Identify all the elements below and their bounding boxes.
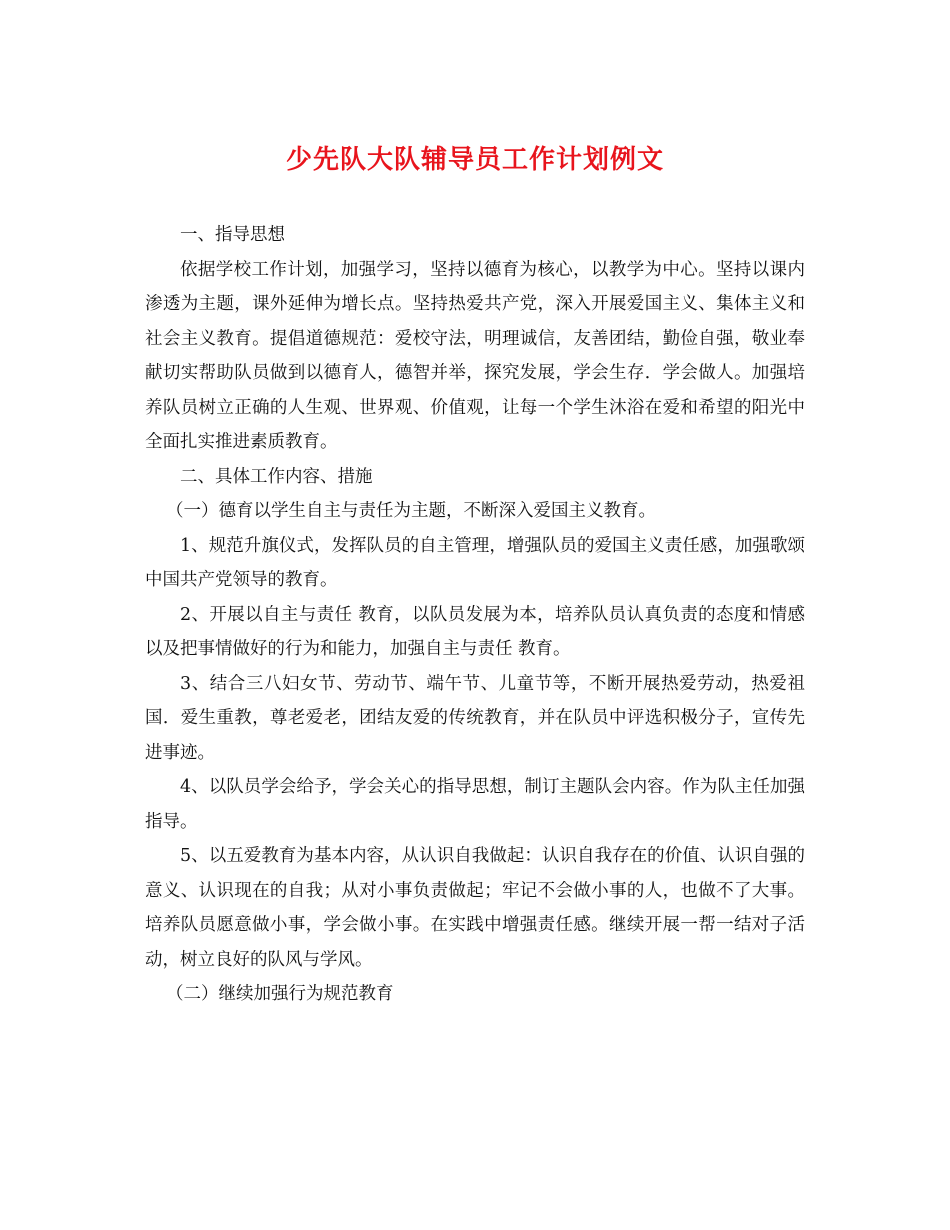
list-item-4: 4、以队员学会给予，学会关心的指导思想，制订主题队会内容。作为队主任加强指导。 bbox=[145, 777, 805, 832]
section-heading-work-content: 二、具体工作内容、措施 bbox=[180, 466, 373, 487]
list-item-5: 5、以五爱教育为基本内容，从认识自我做起：认识自我存在的价值、认识自强的意义、认识现在的自我；从对小事负责做起；牢记不会做小事的人，也做不了大事。培养队员愿意做小事，学会做小事。在实践中增强责任感。继续开展一帮一结对子活动，树立良好的队风与学风。 bbox=[145, 846, 805, 970]
paragraph-guiding-ideology: 依据学校工作计划，加强学习，坚持以德育为核心，以教学为中心。坚持以课内渗透为主题，课外延伸为增长点。坚持热爱共产党，深入开展爱国主义、集体主义和社会主义教育。提倡道德规范：爱校守法，明理诚信，友善团结，勤俭自强，敬业奉献切实帮助队员做到以德育人，德智并举，探究发展，学会生存．学会做人。加强培养队员树立正确的人生观、世界观、价值观，让每一个学生沐浴在爱和希望的阳光中全面扎实推进素质教育。 bbox=[145, 259, 805, 452]
list-item-2: 2、开展以自主与责任 教育，以队员发展为本，培养队员认真负责的态度和情感以及把事情做好的行为和能力，加强自主与责任 教育。 bbox=[145, 604, 805, 659]
section-heading-guiding-ideology: 一、指导思想 bbox=[180, 225, 285, 245]
list-item-1: 1、规范升旗仪式，发挥队员的自主管理，增强队员的爱国主义责任感，加强歌颂中国共产党领导的教育。 bbox=[145, 535, 805, 590]
subsection-heading-moral-education: （一）德育以学生自主与责任为主题，不断深入爱国主义教育。 bbox=[166, 501, 656, 521]
list-item-3: 3、结合三八妇女节、劳动节、端午节、儿童节等，不断开展热爱劳动，热爱祖国．爱生重教，尊老爱老，团结友爱的传统教育，并在队员中评选积极分子，宣传先进事迹。 bbox=[145, 673, 805, 763]
document-title: 少先队大队辅导员工作计划例文 bbox=[285, 145, 664, 175]
subsection-heading-behavior-norms: （二）继续加强行为规范教育 bbox=[166, 984, 394, 1004]
document-body bbox=[145, 218, 805, 1012]
